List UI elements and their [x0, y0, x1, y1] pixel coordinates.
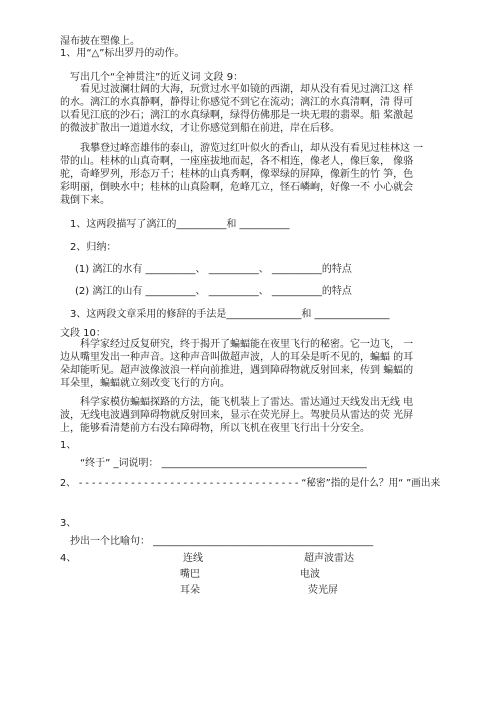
paragraph-line: 以看见江底的沙石；漓江的水真绿啊，绿得仿佛那是一块无瑕的翡翠。船 桨激起 — [60, 110, 414, 121]
section-heading: 写出几个“全神贯注”的近义词 文段 9： — [70, 72, 244, 83]
paragraph-line: 朵却能听见。超声波像波浪一样向前推进，遇到障碍物就反射回来，传到 蝙蝠的 — [60, 365, 414, 376]
question-line: 1、这两段描写了漓江的__________和 __________ — [70, 219, 290, 230]
match-item-left: 嘴巴 — [180, 569, 200, 580]
question-number: 1、 — [60, 440, 77, 451]
match-header-left: 连线 — [183, 553, 203, 564]
question-line: 3、这两段文章采用的修辞的手法是_______________和 _______________ — [70, 309, 390, 320]
question-line: (1) 漓江的水有 __________、 __________、 __________的特点 — [75, 264, 352, 275]
question-line: “终于” _词说明： _________________________________________ — [80, 458, 367, 469]
paragraph-line: 科学家模仿蝙蝠探路的方法，能飞机装上了雷达。雷达通过天线发出无线 电 — [80, 397, 414, 408]
paragraph-line: 看见过波澜壮阔的大海，玩赏过水平如镜的西湖，却从没有看见过漓江这 样 — [80, 84, 414, 95]
paragraph-line: 彩明丽，倒映水中；桂林的山真险啊，危峰兀立，怪石嶙峋，好像一不 小心就会 — [60, 182, 414, 193]
paragraph-line: 我攀登过峰峦雄伟的泰山，游览过红叶似火的香山，却从没有看见过桂林这 一 — [80, 143, 424, 154]
question-line: 2、归纳： — [70, 242, 117, 253]
question-line: 抄出一个比喻句： ____________________________________________ — [70, 536, 374, 547]
text-line: 湿布披在塑像上。 — [60, 36, 140, 47]
match-header-right: 超声波雷达 — [304, 553, 354, 564]
paragraph-line: 栽倒下来。 — [60, 195, 110, 206]
paragraph-line: 驼，奇峰罗列，形态万千；桂林的山真秀啊，像翠绿的屏障，像新生的竹 笋，色 — [60, 169, 414, 180]
paragraph-line: 边从嘴里发出一种声音。这种声音叫做超声波，人的耳朵是听不见的，蝙蝠 的耳 — [60, 352, 414, 363]
question-line: (2) 漓江的山有 __________、 __________、 __________的特点 — [75, 286, 352, 297]
match-item-right: 电波 — [300, 569, 320, 580]
paragraph-line: 上，能够看清楚前方右没右障碍物，所以飞机在夜里飞行出十分安全。 — [60, 423, 370, 434]
paragraph-line: 科学家经过反复研究，终于揭开了蝙蝠能在夜里飞行的秘密。它一边飞， 一 — [80, 339, 414, 350]
question-number: 4、 — [60, 553, 77, 564]
question-number: 3、 — [60, 518, 77, 529]
paragraph-line: 波，无线电波遇到障碍物就反射回来，显示在荧光屏上。驾驶员从雷达的荧 光屏 — [60, 410, 414, 421]
question-line: 1、用“△”标出罗丹的动作。 — [60, 48, 185, 59]
match-item-right: 荧光屏 — [308, 585, 338, 596]
match-item-left: 耳朵 — [180, 585, 200, 596]
paragraph-line: 的微波扩散出一道道水纹，才让你感觉到船在前进，岸在后移。 — [60, 123, 340, 134]
question-line: 2、 - - - - - - - - - - - - - - - - - - - - - - - - - - - - - - - - - - “秘密”指的是什么？用“ ”画出来 — [60, 478, 441, 489]
paragraph-line: 的水。漓江的水真静啊，静得让你感觉不到它在流动；漓江的水真清啊，清 得可 — [60, 97, 414, 108]
paragraph-line: 带的山。桂林的山真奇啊，一座座拔地而起，各不相连，像老人，像巨象， 像骆 — [60, 156, 414, 167]
section-heading: 文段 10： — [60, 328, 106, 339]
paragraph-line: 耳朵里，蝙蝠就立刻改变飞行的方向。 — [60, 378, 230, 389]
